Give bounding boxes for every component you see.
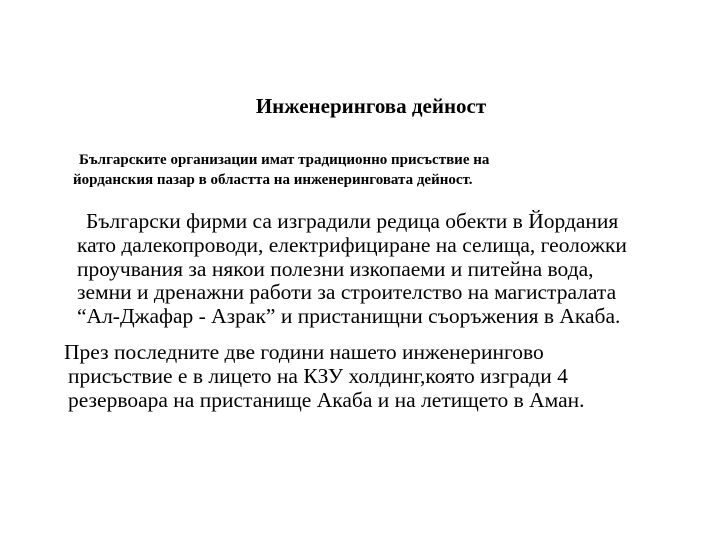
paragraph-projects-line-3: проучвания за някои полезни изкопаеми и питейна вода, bbox=[77, 256, 594, 281]
paragraph-projects bbox=[77, 210, 697, 329]
paragraph-projects-line-1: Български фирми са изградили редица обекти в Йордания bbox=[86, 209, 619, 233]
paragraph-recent-line-1: През последните две години нашето инженерингово bbox=[64, 340, 544, 364]
paragraph-recent-line-2: присъствие е в лицето на КЗУ холдинг,която изгради 4 bbox=[68, 363, 568, 388]
paragraph-recent-line-3: резервоара на пристанище Акаба и на летището в Аман. bbox=[68, 387, 585, 412]
paragraph-projects-line-2: като далекопроводи, електрифициране на селища, геоложки bbox=[77, 232, 627, 257]
paragraph-recent bbox=[64, 340, 697, 412]
slide-title: Инженерингова дейност bbox=[255, 94, 487, 118]
intro-line-2: йорданския пазар в областта на инженеринговата дейност. bbox=[73, 172, 473, 188]
intro-line-1: Българските организации имат традиционно присъствие на bbox=[79, 152, 490, 168]
paragraph-projects-line-4: земни и дренажни работи за строителство на магистралата bbox=[77, 280, 617, 305]
intro-text bbox=[73, 150, 683, 190]
paragraph-projects-line-5: “Ал-Джафар - Азрак” и пристанищни съоръжения в Акаба. bbox=[77, 304, 621, 329]
